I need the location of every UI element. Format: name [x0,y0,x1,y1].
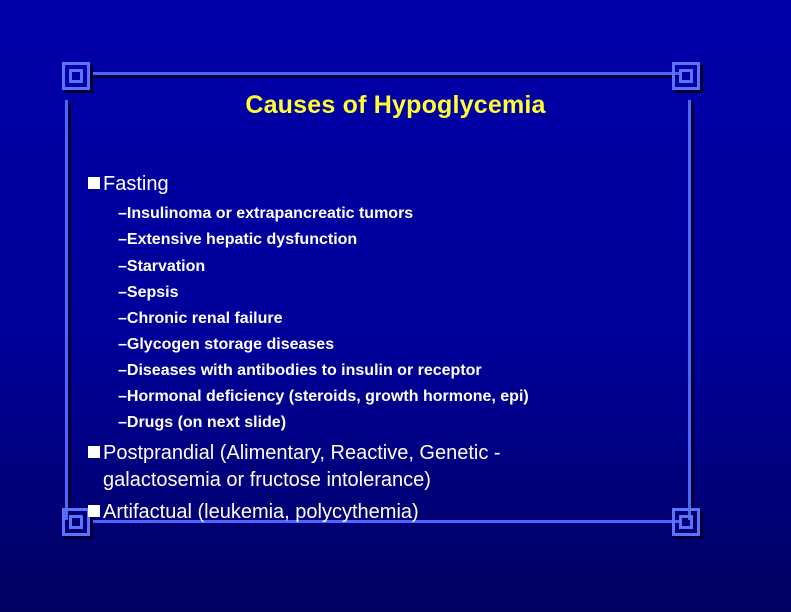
bullet-label: Postprandial (Alimentary, Reactive, Genetic - [103,442,501,464]
square-bullet-icon [88,505,100,517]
subitem: –Insulinoma or extrapancreatic tumors [118,205,414,222]
bullet-fasting [88,171,169,198]
frame-corner-top-left [62,62,90,90]
subitem: –Hormonal deficiency (steroids, growth hormone, epi) [118,388,529,405]
bullet-artifactual [88,499,419,526]
subitem: –Diseases with antibodies to insulin or receptor [118,362,482,379]
bullet-postprandial [88,440,501,467]
frame-corner-bottom-left [62,508,90,536]
subitem: –Extensive hepatic dysfunction [118,231,358,248]
subitem: –Sepsis [118,284,179,301]
frame-top-shadow [90,75,682,78]
slide-title: Causes of Hypoglycemia [245,91,546,119]
bullet-label: Fasting [103,173,169,195]
bullet-label: Artifactual (leukemia, polycythemia) [103,501,419,523]
subitem: –Starvation [118,258,206,275]
frame-left [65,100,68,520]
frame-right-shadow [691,102,694,522]
frame-left-shadow [68,102,71,522]
square-bullet-icon [88,177,100,189]
frame-corner-bottom-right [672,508,700,536]
bullet-continuation: galactosemia or fructose intolerance) [103,469,431,491]
subitem: –Chronic renal failure [118,310,283,327]
subitem: –Drugs (on next slide) [118,414,287,431]
subitem: –Glycogen storage diseases [118,336,335,353]
square-bullet-icon [88,446,100,458]
frame-top [88,72,682,75]
frame-corner-top-right [672,62,700,90]
